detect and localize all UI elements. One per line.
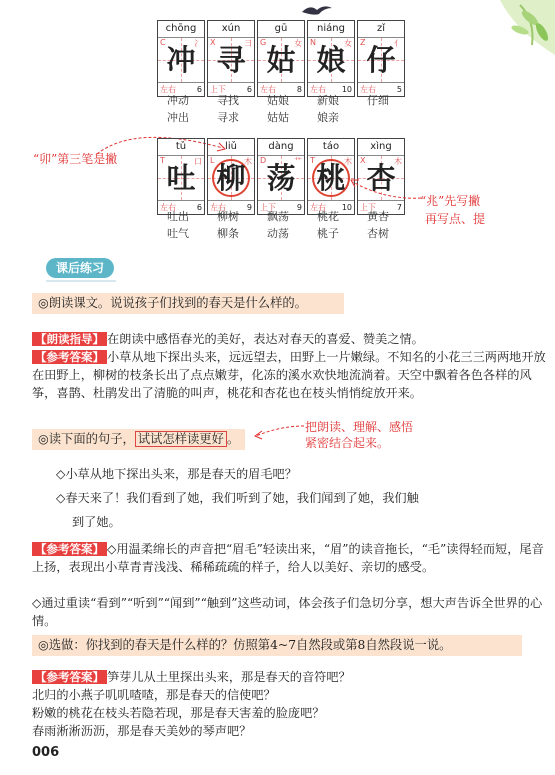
pinyin-label: xìng [358,139,404,156]
vocab-word: 桃花 [317,210,339,223]
vocab-word: 寻求 [217,111,239,124]
pinyin-label: tǔ [158,139,204,156]
vocab-word: 冲出 [167,111,189,124]
note-zhao-stroke-2: 再写点、提 [425,212,486,226]
index-letter: C [160,38,166,47]
hanzi-character [358,40,404,80]
vocab-word: 黄杏 [367,210,389,223]
character-grid-row-1 [157,20,409,97]
char-cell [207,20,255,97]
stroke-count: 8 [296,85,302,94]
answer-2 [32,540,547,576]
answer-3-line-3: 粉嫩的桃花在枝头若隐若现，那是春天害羞的脸庞吧？ [32,706,325,720]
vocab-word: 柳条 [217,227,239,240]
answer-3 [32,668,547,686]
hanzi-character [358,158,404,198]
leaf-decoration-icon [460,0,555,80]
hanzi-glyph: 冲 [166,43,196,77]
radical-label: 冫 [194,39,202,48]
index-letter: X [360,156,366,165]
tag-reference-answer: 【参考答案】 [32,542,107,556]
answer-3-line-1: 笋芽儿从土里探出头来，那是春天的音符吧？ [107,670,351,684]
question-2-text-c: 。 [226,432,240,446]
reading-guide-text: 在朗读中感悟春光的美好，表达对春天的喜爱、赞美之情。 [107,332,424,346]
swallow-icon [300,2,334,18]
radical-label: 彐 [244,39,252,48]
tag-reference-answer: 【参考答案】 [32,670,107,684]
index-letter: T [160,156,165,165]
radical-label: 亻 [394,39,402,48]
structure-label: 左右 [160,203,176,212]
question-3: ◎选做：你找到的春天是什么样的？仿照第4~7自然段或第8自然段说一说。 [32,635,522,656]
structure-label: 左右 [360,85,376,94]
word-row-1a [167,92,417,109]
hanzi-character [258,158,304,198]
radical-label: 木 [394,157,402,166]
index-letter: D [260,156,267,165]
question-1: ◎朗读课文。说说孩子们找到的春天是什么样的。 [32,293,344,314]
hanzi-character [158,158,204,198]
structure-label: 左右 [310,85,326,94]
note-zhao-stroke-1: “兆”先写撇 [420,194,481,208]
hanzi-character [258,40,304,80]
stroke-count: 7 [396,203,402,212]
hanzi-glyph: 姑 [266,43,296,77]
hanzi-character [208,40,254,80]
vocab-word [367,109,417,126]
note-read-2: 紧密结合起来。 [305,436,390,450]
vocab-word: 仔细 [367,94,389,107]
hanzi-character [208,158,254,198]
vocab-word: 吐气 [167,227,189,240]
sentence-2b: 到了她。 [72,515,121,529]
answer-2b: ◇通过重读“看到”“听到”“闻到”“触到”这些动词，体会孩子们急切分享，想大声告诉全世界的心情。 [32,596,543,628]
answer-2-text: ◇用温柔绵长的声音把“眉毛”轻读出来，“眉”的读音拖长，“毛”读得轻而短，尾音上扬，表现出小草青青浅浅、稀稀疏疏的样子，给人以美好、亲切的感受。 [32,542,544,574]
vocab-word: 娘亲 [317,111,339,124]
vocab-word: 动荡 [267,227,289,240]
radical-label: 口 [194,157,202,166]
radical-label: 木 [344,157,352,166]
pinyin-label: zǐ [358,21,404,38]
dashed-arrow-icon [250,422,306,442]
vocab-word: 姑娘 [267,94,289,107]
vocab-word: 飘荡 [267,210,289,223]
index-letter: G [260,38,267,47]
sentence-2a: ◇春天来了！我们看到了她，我们听到了她，我们闻到了她，我们触 [56,491,419,505]
answer-1 [32,348,547,402]
pinyin-label: gū [258,21,304,38]
answer-3-line-2: 北归的小燕子叽叽喳喳，那是春天的信使吧？ [32,688,276,702]
hanzi-glyph: 吐 [166,161,196,195]
hanzi-glyph: 仔 [366,43,396,77]
vocab-word: 吐出 [167,210,189,223]
tag-reading-guide: 【朗读指导】 [32,332,107,346]
vocab-word: 姑姑 [267,111,289,124]
structure-label: 上下 [360,203,376,212]
question-2-text-a: ◎读下面的句子， [38,432,135,446]
char-cell [157,138,205,215]
index-letter: T [310,156,315,165]
index-letter: N [310,38,316,47]
stroke-count: 6 [196,85,202,94]
hanzi-glyph: 柳 [212,159,249,197]
section-title: 课后练习 [46,258,114,278]
answer-3-line-4: 春雨淅淅沥沥，那是春天美妙的琴声吧？ [32,724,252,738]
stroke-count: 9 [296,203,302,212]
index-letter: X [210,38,216,47]
char-cell [307,20,355,97]
index-letter: L [210,156,215,165]
note-mao-stroke: “卯”第三笔是撇 [33,152,118,166]
pinyin-label: xún [208,21,254,38]
question-2-highlight: 试试怎样读更好 [135,431,227,447]
vocab-word: 桃子 [317,227,339,240]
char-cell [157,20,205,97]
stroke-count: 10 [341,85,352,94]
vocab-word: 杏树 [367,227,389,240]
structure-label: 上下 [260,203,276,212]
structure-label: 左右 [260,85,276,94]
pinyin-label: niáng [308,21,354,38]
reading-guide [32,330,547,348]
radical-label: 女 [294,39,302,48]
hanzi-character [308,158,354,198]
tag-reference-answer: 【参考答案】 [32,350,107,364]
hanzi-glyph: 寻 [216,43,246,77]
index-letter: Z [360,38,366,47]
structure-label: 上下 [210,85,226,94]
vocab-word: 柳树 [217,210,239,223]
radical-label: 木 [244,157,252,166]
hanzi-character [308,40,354,80]
hanzi-character [158,40,204,80]
char-cell [357,20,405,97]
char-cell [207,138,255,215]
answer-1-text: 小草从地下探出头来，远远望去，田野上一片嫩绿。不知名的小花三三两两地开放在田野上，柳树的枝条长出了点点嫩芽，化冻的溪水欢快地流淌着。天空中飘着各色各样的风筝，喜鹊、杜鹃发出了清脆的叫声，桃花和杏花也在枝头悄悄绽放开来。 [32,350,546,400]
stroke-count: 6 [196,203,202,212]
note-read-1: 把朗读、理解、感悟 [305,420,414,434]
stroke-count: 6 [246,85,252,94]
stroke-count: 9 [246,203,252,212]
char-cell [257,138,305,215]
stroke-count: 5 [396,85,402,94]
pinyin-label: dàng [258,139,304,156]
structure-label: 左右 [160,85,176,94]
hanzi-glyph: 杏 [366,161,396,195]
pinyin-label: liǔ [208,139,254,156]
word-row-2b [167,225,417,242]
section-divider [46,280,116,282]
pinyin-label: táo [308,139,354,156]
vocab-word: 新娘 [317,94,339,107]
structure-label: 左右 [310,203,326,212]
radical-label: 艹 [294,157,302,166]
hanzi-glyph: 娘 [316,43,346,77]
vocab-word: 冲动 [167,94,189,107]
char-cell [257,20,305,97]
pinyin-label: chōng [158,21,204,38]
sentence-1: ◇小草从地下探出头来，那是春天的眉毛吧？ [56,467,297,481]
word-row-1b [167,109,417,126]
hanzi-glyph: 荡 [266,161,296,195]
hanzi-glyph: 桃 [312,159,349,197]
word-row-2a [167,208,417,225]
radical-label: 女 [344,39,352,48]
stroke-count: 10 [341,203,352,212]
structure-label: 左右 [210,203,226,212]
vocab-word: 寻找 [217,94,239,107]
page-number: 006 [32,745,60,760]
question-2 [32,429,245,450]
